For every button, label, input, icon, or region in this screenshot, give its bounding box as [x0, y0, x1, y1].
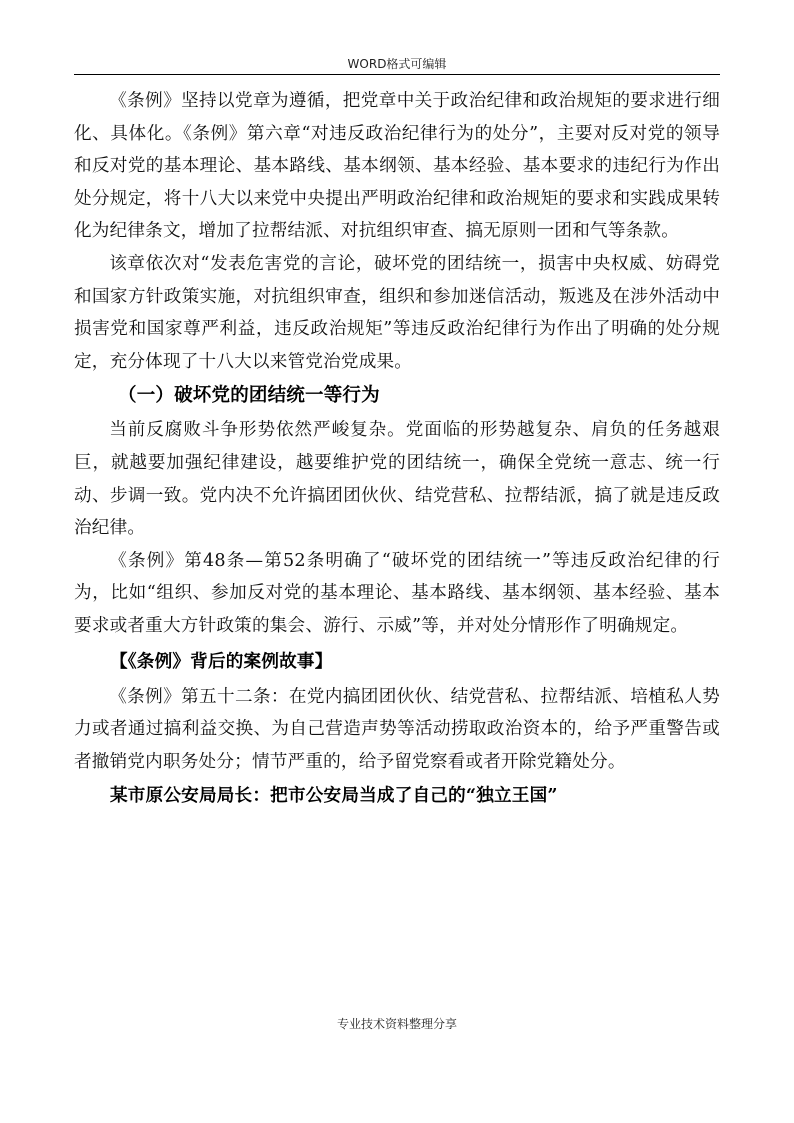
document-body [74, 85, 720, 814]
paragraph-3: 当前反腐败斗争形势依然严峻复杂。党面临的形势越复杂、肩负的任务越艰巨，就越要加强纪律建设，越要维护党的团结统一，确保全党统一意志、统一行动、步调一致。党内决不允许搞团团伙伙、结党营私、拉帮结派，搞了就是违反政治纪律。 [74, 420, 720, 539]
case-title: 某市原公安局局长：把市公安局当成了自己的“独立王国” [110, 785, 558, 807]
section-heading: （一）破坏党的团结统一等行为 [118, 385, 380, 407]
page-header: WORD格式可编辑 [347, 57, 447, 71]
paragraph-2: 该章依次对“发表危害党的言论，破坏党的团结统一，损害中央权威、妨碍党和国家方针政策实施，对抗组织审查，组织和参加迷信活动，叛逃及在涉外活动中损害党和国家尊严利益，违反政治规矩”等违反政治纪律行为作出了明确的处分规定，充分体现了十八大以来管党治党成果。 [74, 253, 720, 372]
paragraph-1: 《条例》坚持以党章为遵循，把党章中关于政治纪律和政治规矩的要求进行细化、具体化。《条例》第六章“对违反政治纪律行为的处分”，主要对反对党的领导和反对党的基本理论、基本路线、基本纲领、基本经验、基本要求的违纪行为作出处分规定，将十八大以来党中央提出严明政治纪律和政治规矩的要求和实践成果转化为纪律条文，增加了拉帮结派、对抗组织审查、搞无原则一团和气等条款。 [74, 91, 720, 242]
paragraph-4: 《条例》第48条—第52条明确了“破坏党的团结统一”等违反政治纪律的行为，比如“组织、参加反对党的基本理论、基本路线、基本纲领、基本经验、基本要求或者重大方针政策的集会、游行、示威”等，并对处分情形作了明确规定。 [74, 550, 720, 636]
case-story-heading: 【《条例》背后的案例故事】 [110, 650, 333, 672]
paragraph-5: 《条例》第五十二条：在党内搞团团伙伙、结党营私、拉帮结派、培植私人势力或者通过搞利益交换、为自己营造声势等活动捞取政治资本的，给予严重警告或者撤销党内职务处分；情节严重的，给予留党察看或者开除党籍处分。 [74, 686, 720, 772]
page-footer: 专业技术资料整理分享 [336, 1017, 457, 1031]
header-divider [74, 74, 720, 75]
